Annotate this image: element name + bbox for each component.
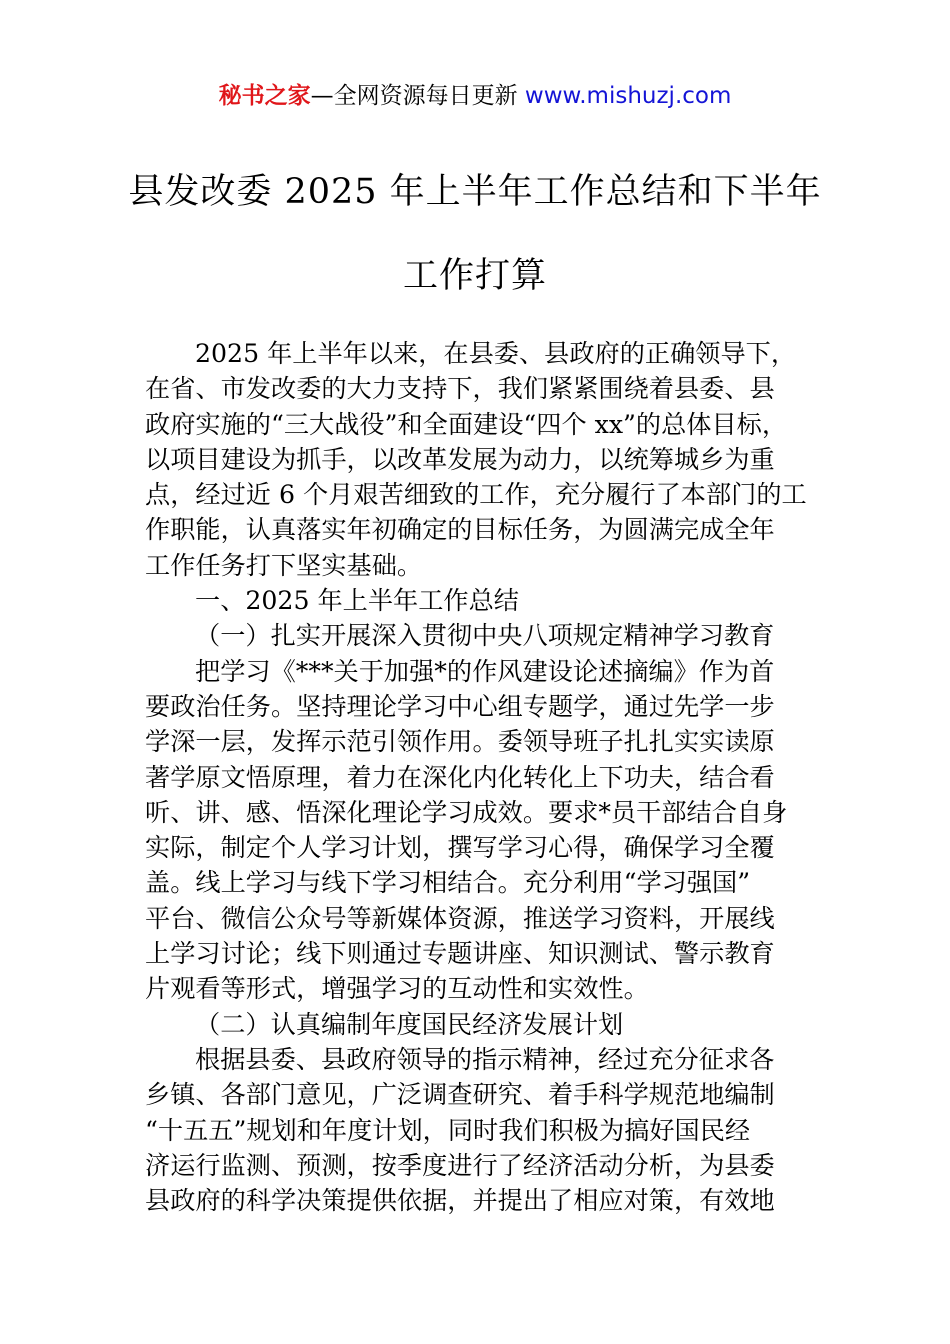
paragraph-line: “十五五”规划和年度计划，同时我们积极为搞好国民经: [145, 1115, 751, 1145]
section-heading: 一、2025 年上半年工作总结: [195, 586, 519, 616]
title-line: 县发改委 2025 年上半年工作总结和下半年: [128, 172, 822, 212]
paragraph-line: 工作任务打下坚实基础。: [145, 550, 423, 580]
site-tagline: —全网资源每日更新: [310, 83, 525, 109]
paragraph-line: 要政治任务。坚持理论学习中心组专题学，通过先学一步: [145, 691, 775, 721]
paragraph-line: 著学原文悟原理，着力在深化内化转化上下功夫，结合看: [145, 762, 775, 792]
paragraph-line: 乡镇、各部门意见，广泛调查研究、着手科学规范地编制: [145, 1080, 775, 1110]
paragraph-line: 以项目建设为抓手，以改革发展为动力，以统筹城乡为重: [145, 444, 775, 474]
paragraph-line: 点，经过近 6 个月艰苦细致的工作，充分履行了本部门的工: [145, 480, 807, 510]
paragraph-line: 上学习讨论；线下则通过专题讲座、知识测试、警示教育: [145, 939, 775, 969]
site-header: [0, 80, 950, 112]
paragraph-line: 把学习《***关于加强*的作风建设论述摘编》作为首: [195, 656, 775, 686]
paragraph-line: 学深一层，发挥示范引领作用。委领导班子扎扎实实读原: [145, 727, 775, 757]
paragraph-line: 在省、市发改委的大力支持下，我们紧紧围绕着县委、县: [145, 374, 775, 404]
paragraph-line: 政府实施的“三大战役”和全面建设“四个 xx”的总体目标，: [145, 409, 788, 439]
paragraph-line: 县政府的科学决策提供依据，并提出了相应对策，有效地: [145, 1186, 775, 1216]
paragraph-line: 济运行监测、预测，按季度进行了经济活动分析，为县委: [145, 1150, 775, 1180]
subsection-heading: （一）扎实开展深入贯彻中央八项规定精神学习教育: [195, 621, 775, 651]
document-body: [145, 336, 835, 1218]
subsection-heading: （二）认真编制年度国民经济发展计划: [195, 1009, 624, 1039]
paragraph-line: 平台、微信公众号等新媒体资源，推送学习资料，开展线: [145, 903, 775, 933]
title-line: 工作打算: [402, 256, 547, 296]
site-url-link[interactable]: www.mishuzj.com: [524, 83, 732, 109]
paragraph-line: 片观看等形式，增强学习的互动性和实效性。: [145, 974, 649, 1004]
paragraph-line: 2025 年上半年以来，在县委、县政府的正确领导下，: [195, 339, 797, 368]
paragraph-line: 盖。线上学习与线下学习相结合。充分利用“学习强国”: [145, 868, 751, 898]
paragraph-line: 实际，制定个人学习计划，撰写学习心得，确保学习全覆: [145, 833, 775, 863]
paragraph-line: 听、讲、感、悟深化理论学习成效。要求*员干部结合自身: [145, 797, 788, 827]
brand-name: 秘书之家: [218, 83, 311, 109]
paragraph-line: 根据县委、县政府领导的指示精神，经过充分征求各: [195, 1044, 775, 1074]
paragraph-line: 作职能，认真落实年初确定的目标任务，为圆满完成全年: [145, 515, 775, 545]
document-title: [0, 150, 950, 318]
